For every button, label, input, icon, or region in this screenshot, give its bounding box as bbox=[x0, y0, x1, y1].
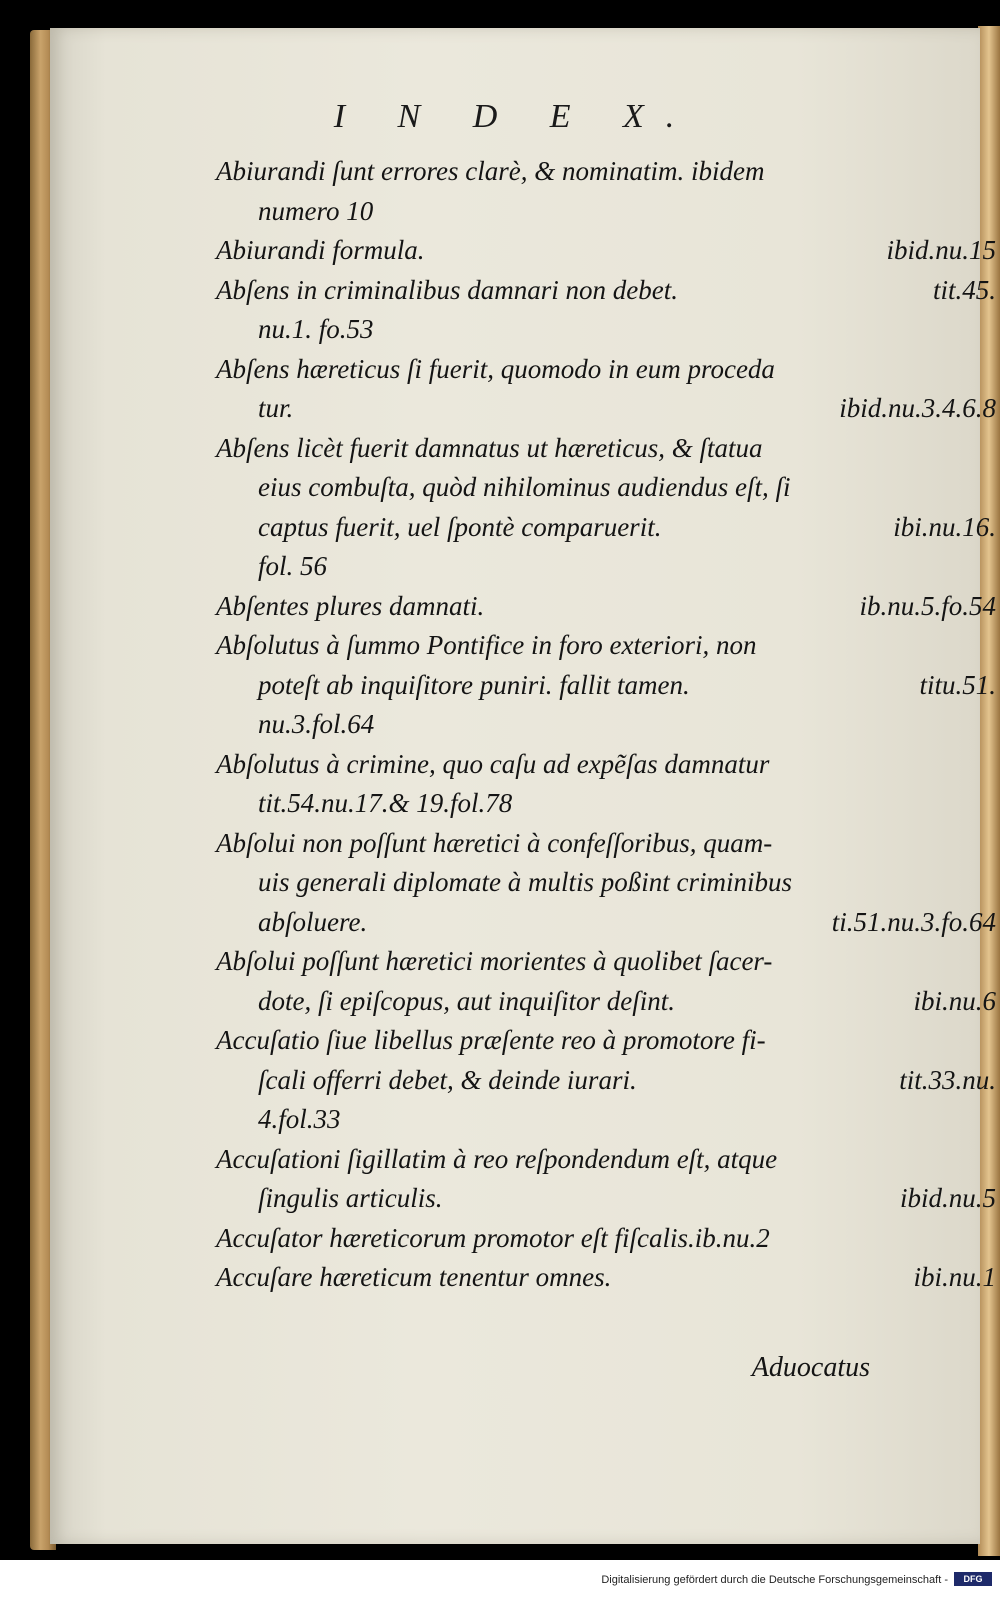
dfg-logo-icon: DFG bbox=[954, 1572, 992, 1586]
entry-text: tur. bbox=[258, 393, 294, 423]
entry-text: Abiurandi ſunt errores clarè, & nominatim. ibidem bbox=[216, 156, 765, 186]
entry-text: 4.fol.33 bbox=[258, 1104, 341, 1134]
index-entry-line bbox=[216, 1021, 996, 1061]
index-entry-line bbox=[216, 271, 996, 311]
index-entry-line bbox=[216, 1140, 996, 1180]
index-entry-line bbox=[216, 982, 996, 1022]
entry-reference: ibid.nu.5 bbox=[899, 1183, 996, 1213]
entry-text: Abſens hæreticus ſi fuerit, quomodo in eum proceda bbox=[216, 353, 775, 384]
index-entry-line bbox=[216, 705, 996, 745]
entry-text: Abſolutus à crimine, quo caſu ad expẽſas damnatur bbox=[216, 748, 770, 779]
entry-text: tit.54.nu.17.& 19.fol.78 bbox=[258, 788, 513, 818]
entry-text: poteſt ab inquiſitore puniri. fallit tamen. bbox=[258, 669, 690, 700]
index-entry-line bbox=[216, 231, 996, 271]
index-entry bbox=[216, 231, 996, 271]
book-page bbox=[50, 28, 996, 1544]
index-entry bbox=[216, 1219, 996, 1259]
entry-reference: ibid.nu.15 bbox=[886, 235, 996, 265]
index-entry bbox=[216, 745, 996, 824]
entry-reference: ibi.nu.6 bbox=[913, 985, 996, 1016]
index-entry-line bbox=[216, 547, 996, 587]
entry-text: Abſolutus à ſummo Pontifice in foro exteriori, non bbox=[216, 630, 757, 660]
index-entry-line bbox=[216, 1061, 996, 1101]
entry-text: numero 10 bbox=[258, 195, 374, 226]
index-entry-line bbox=[216, 350, 996, 390]
footer-credit: Digitalisierung gefördert durch die Deutsche Forschungsgemeinschaft - bbox=[601, 1574, 948, 1586]
entry-text: abſoluere. bbox=[258, 906, 368, 937]
index-entry-line bbox=[216, 468, 996, 508]
index-entry-line bbox=[216, 192, 996, 232]
entry-reference: tit.33.nu. bbox=[899, 1064, 996, 1095]
entry-text: Abſens licèt fuerit damnatus ut hæreticus, & ſtatua bbox=[216, 432, 763, 463]
entry-text: Abiurandi formula. bbox=[216, 235, 425, 265]
index-entry-line bbox=[216, 1219, 996, 1259]
index-entry-line bbox=[216, 903, 996, 943]
index-entry-line bbox=[216, 389, 996, 429]
entry-text: Accuſationi ſigillatim à reo reſpondendum eſt, atque bbox=[216, 1143, 778, 1174]
catchword: Aduocatus bbox=[751, 1352, 870, 1383]
index-entry-line bbox=[216, 1100, 996, 1140]
index-entry bbox=[216, 429, 996, 587]
entry-text: Accuſatio ſiue libellus præſente reo à promotore fi- bbox=[216, 1025, 766, 1055]
entry-text: uis generali diplomate à multis poßint criminibus bbox=[258, 867, 792, 897]
index-entry bbox=[216, 271, 996, 350]
entry-reference: tit.45. bbox=[932, 274, 996, 305]
entry-text: ſcali offerri debet, & deinde iurari. bbox=[258, 1064, 637, 1095]
entry-reference: titu.51. bbox=[919, 669, 996, 700]
entry-text: Abſentes plures damnati. bbox=[216, 590, 485, 621]
entry-text: Abſens in criminalibus damnari non debet. bbox=[216, 274, 678, 305]
digitization-footer bbox=[0, 1560, 1000, 1598]
index-entry-line bbox=[216, 310, 996, 350]
entry-reference: ti.51.nu.3.fo.64 bbox=[831, 906, 996, 937]
entry-reference: ibi.nu.16. bbox=[893, 511, 996, 542]
entry-text: Abſolui poſſunt hæretici morientes à quolibet ſacer- bbox=[216, 946, 773, 976]
index-entry bbox=[216, 1258, 996, 1298]
index-entry bbox=[216, 1140, 996, 1219]
entry-text: eius combuſta, quòd nihilominus audiendus eſt, ſi bbox=[258, 472, 791, 502]
entry-text: Abſolui non poſſunt hæretici à confeſſoribus, quam- bbox=[216, 827, 773, 858]
index-entry-line bbox=[216, 152, 996, 192]
entry-text: ſingulis articulis. bbox=[258, 1183, 443, 1213]
index-entry bbox=[216, 626, 996, 745]
index-entry bbox=[216, 587, 996, 627]
index-entry-line bbox=[216, 508, 996, 548]
index-entry bbox=[216, 1021, 996, 1140]
index-entry-line bbox=[216, 666, 996, 706]
index-entry-line bbox=[216, 745, 996, 785]
index-entry bbox=[216, 152, 996, 231]
entry-text: Accuſator hæreticorum promotor eſt fiſcalis.ib.nu.2 bbox=[216, 1222, 770, 1253]
entry-text: fol. 56 bbox=[258, 551, 328, 581]
index-entry bbox=[216, 824, 996, 943]
index-entry-line bbox=[216, 784, 996, 824]
index-entry-line bbox=[216, 1258, 996, 1298]
entry-reference: ib.nu.5.fo.54 bbox=[859, 590, 996, 621]
entry-text: dote, ſi epiſcopus, aut inquiſitor deſint. bbox=[258, 985, 675, 1016]
index-entry bbox=[216, 942, 996, 1021]
entry-text: nu.1. fo.53 bbox=[258, 314, 374, 344]
index-entry-line bbox=[216, 942, 996, 982]
index-entry-line bbox=[216, 429, 996, 469]
index-entry-line bbox=[216, 587, 996, 627]
index-entry bbox=[216, 350, 996, 429]
index-entry-line bbox=[216, 863, 996, 903]
entry-reference: ibid.nu.3.4.6.8 bbox=[839, 393, 996, 423]
entry-reference: ibi.nu.1 bbox=[913, 1262, 996, 1292]
index-entry-line bbox=[216, 1179, 996, 1219]
index-entry-line bbox=[216, 824, 996, 864]
entry-text: nu.3.fol.64 bbox=[258, 709, 375, 739]
entry-text: captus fuerit, uel ſpontè comparuerit. bbox=[258, 511, 662, 542]
running-head: I N D E X. bbox=[333, 98, 697, 135]
index-entries bbox=[216, 152, 996, 1298]
index-entry-line bbox=[216, 626, 996, 666]
entry-text: Accuſare hæreticum tenentur omnes. bbox=[216, 1262, 612, 1292]
